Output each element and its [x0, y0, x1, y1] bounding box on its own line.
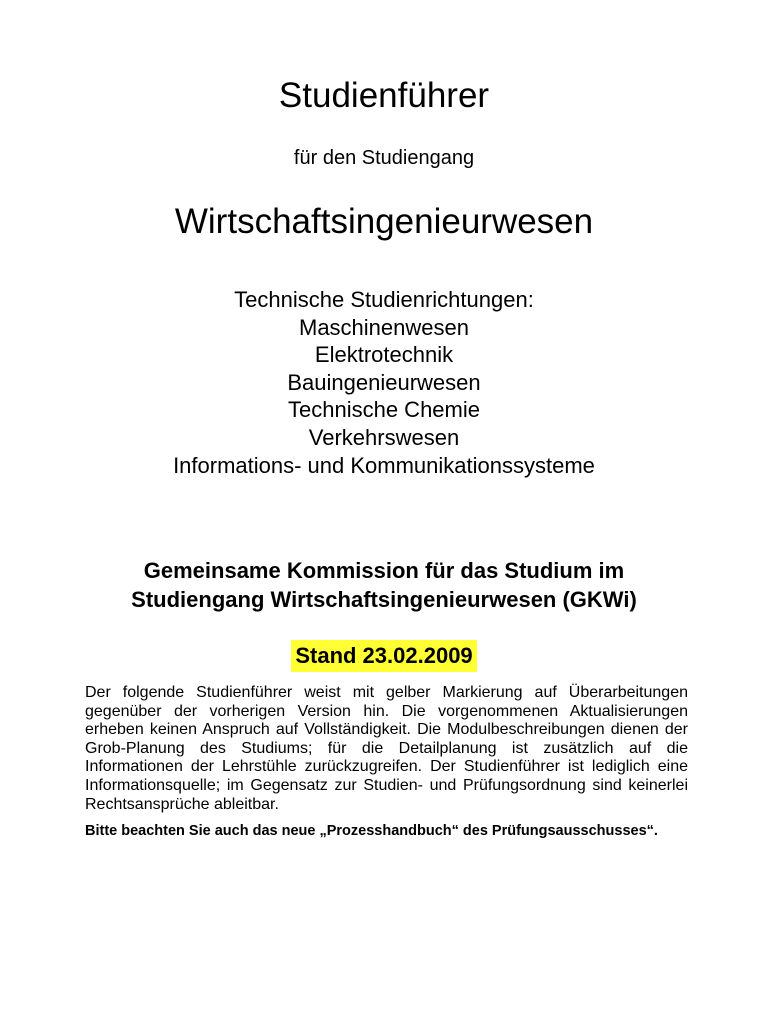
- study-direction-item: Maschinenwesen: [299, 314, 469, 340]
- version-date-block: [0, 640, 768, 672]
- document-title: Studienführer: [278, 76, 490, 115]
- study-directions-block: [0, 286, 768, 479]
- study-direction-item: Technische Chemie: [288, 397, 480, 423]
- study-direction-item: Elektrotechnik: [314, 342, 454, 368]
- document-subtitle: für den Studiengang: [293, 147, 475, 169]
- study-direction-item: Informations- und Kommunikationssysteme: [173, 452, 595, 478]
- version-date-highlight: Stand 23.02.2009: [291, 640, 476, 672]
- revision-notice-paragraph: Der folgende Studienführer weist mit gelber Markierung auf Überarbeitungen gegenüber der vorherigen Version hin. Die vorgenommenen Aktualisierungen erheben keinen Anspruch auf Vollständigkeit. Die Modulbeschreibungen dienen der Grob-Planung des Studiums; für die Detailplanung ist zusätzlich auf die Informationen der Lehrstühle zurückzugreifen. Der Studienführer ist lediglich eine Informationsquelle; im Gegensatz zur Studien- und Prüfungsordnung sind keinerlei Rechtsansprüche ableitbar.: [85, 684, 688, 813]
- commission-heading-line2: Studiengang Wirtschaftsingenieurwesen (GKWi): [131, 587, 637, 612]
- commission-heading-line1: Gemeinsame Kommission für das Studium im: [143, 558, 625, 583]
- degree-program-title: Wirtschaftsingenieurwesen: [174, 202, 594, 241]
- commission-heading: [0, 556, 768, 614]
- study-directions-heading: Technische Studienrichtungen:: [234, 287, 534, 312]
- study-direction-item: Bauingenieurwesen: [287, 369, 481, 395]
- process-handbook-note: Bitte beachten Sie auch das neue „Prozesshandbuch“ des Prüfungsausschusses“.: [85, 823, 658, 839]
- study-direction-item: Verkehrswesen: [308, 424, 460, 450]
